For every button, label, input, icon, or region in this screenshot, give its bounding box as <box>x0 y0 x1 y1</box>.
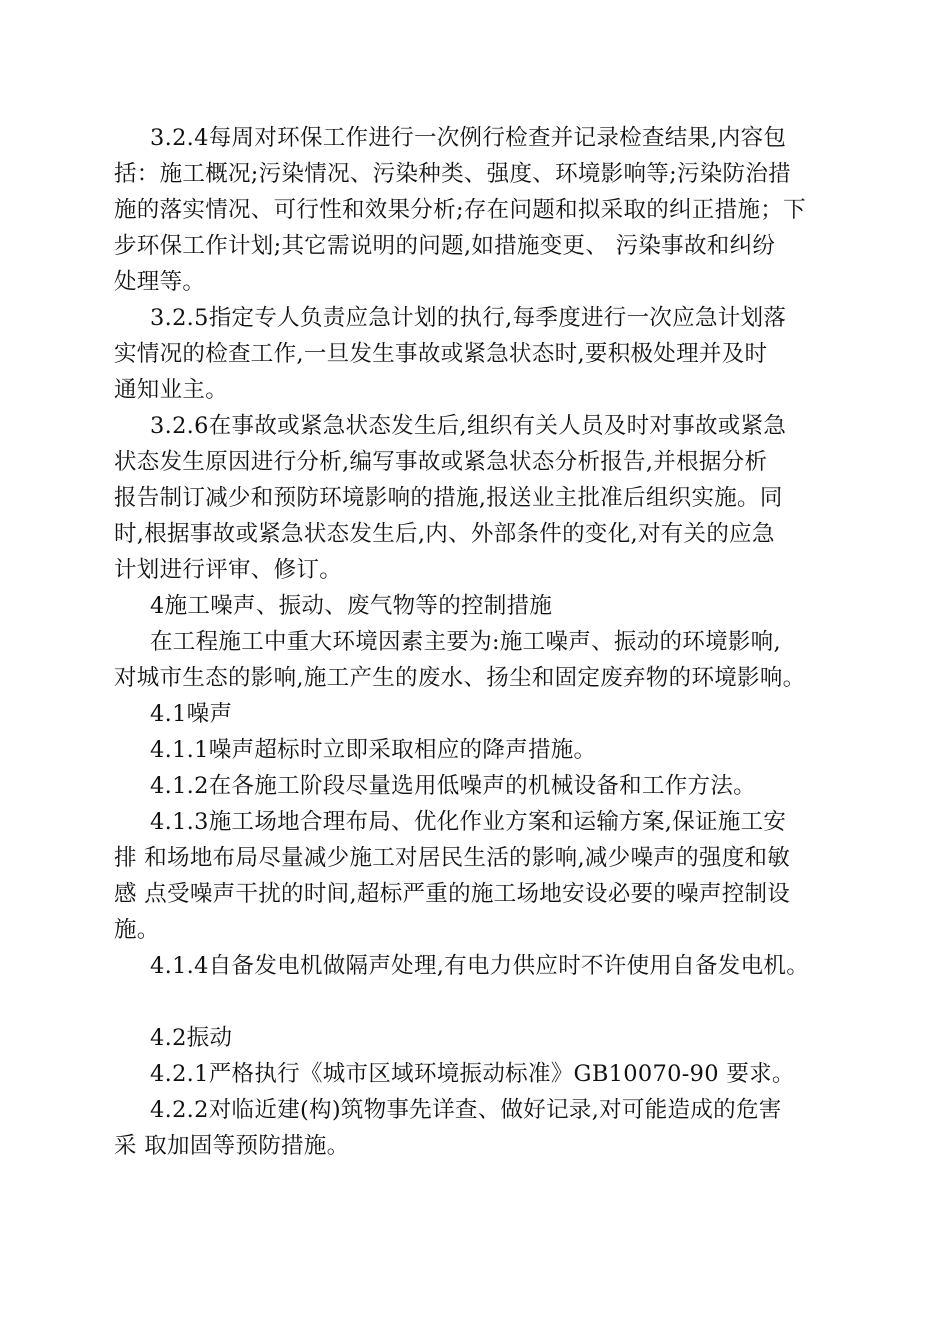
paragraph-4-1-3-line-3: 感 点受噪声干扰的时间,超标严重的施工场地安设必要的噪声控制设 <box>114 881 791 907</box>
paragraph-4-1-3-line-4: 施。 <box>114 917 160 943</box>
paragraph-3-2-5-line-3: 通知业主。 <box>114 377 229 403</box>
paragraph-4-1-3-line-2: 排 和场地布局尽量减少施工对居民生活的影响,减少噪声的强度和敏 <box>114 845 791 871</box>
paragraph-3-2-4-line-2: 括：施工概况;污染情况、污染种类、强度、环境影响等;污染防治措 <box>114 161 791 187</box>
paragraph-4-2-1: 4.2.1严格执行《城市区域环境振动标准》GB10070-90 要求。 <box>150 1061 795 1087</box>
paragraph-3-2-6-line-2: 状态发生原因进行分析,编写事故或紧急状态分析报告,并根据分析 <box>114 449 768 475</box>
paragraph-3-2-6-line-5: 计划进行评审、修订。 <box>114 557 343 583</box>
section-4-intro-line-2: 对城市生态的影响,施工产生的废水、扬尘和固定废弃物的环境影响。 <box>114 665 806 691</box>
paragraph-3-2-6-line-4: 时,根据事故或紧急状态发生后,内、外部条件的变化,对有关的应急 <box>114 521 775 547</box>
paragraph-4-2-2-line-2: 采 取加固等预防措施。 <box>114 1133 350 1159</box>
paragraph-3-2-4-line-5: 处理等。 <box>114 269 206 295</box>
paragraph-3-2-4-line-3: 施的落实情况、可行性和效果分析;存在问题和拟采取的纠正措施；下 <box>114 197 806 223</box>
paragraph-3-2-5-line-1: 3.2.5指定专人负责应急计划的执行,每季度进行一次应急计划落 <box>150 305 787 331</box>
paragraph-3-2-6-line-3: 报告制订减少和预防环境影响的措施,报送业主批准后组织实施。同 <box>114 485 783 511</box>
paragraph-3-2-4-line-4: 步环保工作计划;其它需说明的问题,如措施变更、 污染事故和纠纷 <box>114 233 776 259</box>
paragraph-3-2-6-line-1: 3.2.6在事故或紧急状态发生后,组织有关人员及时对事故或紧急 <box>150 413 787 439</box>
paragraph-4-1-4: 4.1.4自备发电机做隔声处理,有电力供应时不许使用自备发电机。 <box>150 953 810 979</box>
section-4-intro-line-1: 在工程施工中重大环境因素主要为:施工噪声、振动的环境影响, <box>150 629 781 655</box>
section-4-2-heading: 4.2振动 <box>150 1025 233 1051</box>
section-4-heading: 4施工噪声、振动、废气物等的控制措施 <box>150 593 553 619</box>
paragraph-4-1-2: 4.1.2在各施工阶段尽量选用低噪声的机械设备和工作方法。 <box>150 773 756 799</box>
paragraph-4-1-1: 4.1.1噪声超标时立即采取相应的降声措施。 <box>150 737 597 763</box>
section-4-1-heading: 4.1噪声 <box>150 701 233 727</box>
paragraph-3-2-5-line-2: 实情况的检查工作,一旦发生事故或紧急状态时,要积极处理并及时 <box>114 341 768 367</box>
paragraph-4-1-3-line-1: 4.1.3施工场地合理布局、优化作业方案和运输方案,保证施工安 <box>150 809 787 835</box>
paragraph-3-2-4-line-1: 3.2.4每周对环保工作进行一次例行检查并记录检查结果,内容包 <box>150 125 787 151</box>
paragraph-4-2-2-line-1: 4.2.2对临近建(构)筑物事先详查、做好记录,对可能造成的危害 <box>150 1097 782 1123</box>
